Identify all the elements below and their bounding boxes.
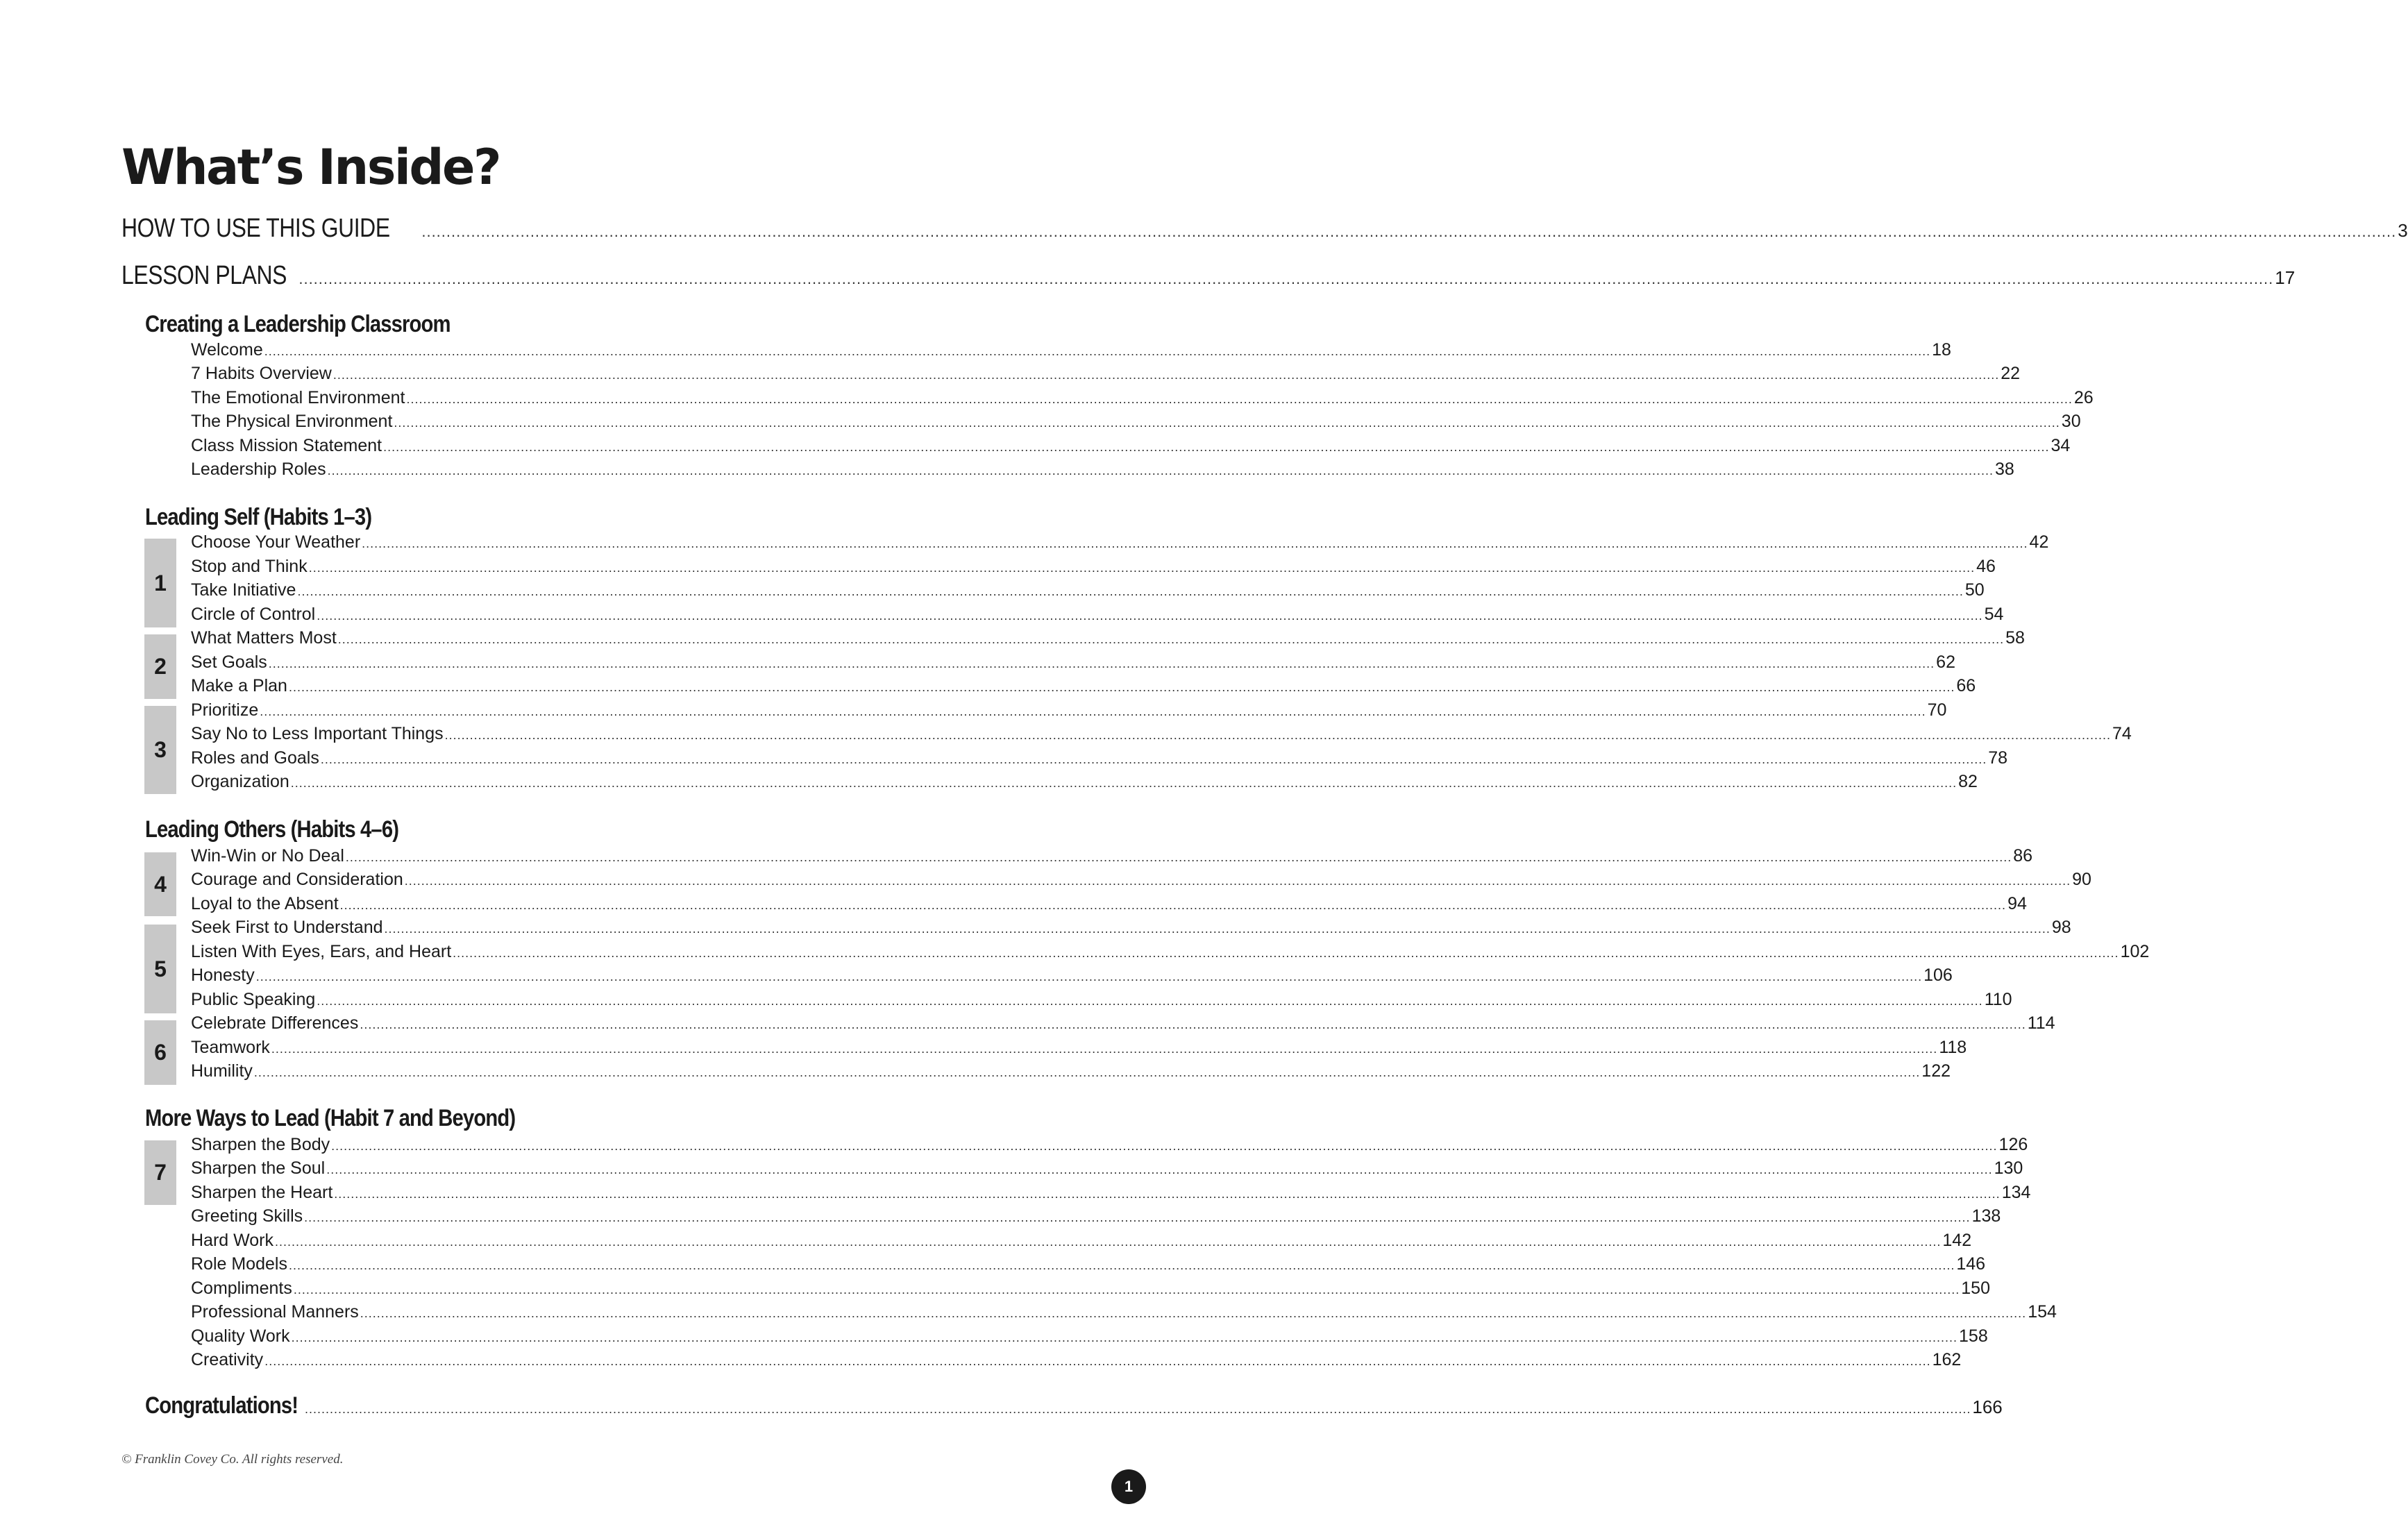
- entry-label: Welcome: [191, 340, 263, 360]
- toc-entry[interactable]: [191, 388, 2094, 413]
- section-heading: Leading Others (Habits 4–6): [145, 816, 399, 843]
- entry-label: Circle of Control: [191, 605, 316, 624]
- entry-label: Sharpen the Heart: [191, 1183, 333, 1202]
- leader-dots: ................................................................................................................................................................................................................................................................................................................................................................................................................: [332, 368, 2000, 382]
- entry-page: 42: [2029, 532, 2049, 552]
- leader-dots: ................................................................................................................................................................................................................................................................................................................................................................................................................: [406, 392, 2073, 406]
- entry-label: Roles and Goals: [191, 748, 319, 768]
- toc-entry[interactable]: [191, 605, 2004, 630]
- toc-entry[interactable]: [191, 676, 1976, 701]
- entry-page: 18: [1932, 340, 1951, 360]
- entry-page: 134: [2001, 1183, 2031, 1202]
- entry-label: Quality Work: [191, 1326, 290, 1346]
- habit-number-block: 1: [144, 539, 176, 627]
- entry-label: Loyal to the Absent: [191, 894, 339, 913]
- leader-dots: ................................................................................................................................................................................................................................................................................................................................................................................................................: [275, 1235, 1942, 1249]
- entry-page: 166: [1972, 1397, 2003, 1417]
- entry-page: 22: [2001, 364, 2021, 383]
- toc-major-entry[interactable]: [121, 261, 2296, 296]
- entry-label: Class Mission Statement: [191, 436, 382, 455]
- habit-number-block: 7: [144, 1140, 176, 1205]
- toc-entry[interactable]: [191, 894, 2027, 919]
- leader-dots: ................................................................................................................................................................................................................................................................................................................................................................................................................: [360, 1306, 2027, 1320]
- copyright-notice: © Franklin Covey Co. All rights reserved.: [121, 1452, 344, 1467]
- entry-label: Take Initiative: [191, 580, 296, 600]
- leader-dots: ................................................................................................................................................................................................................................................................................................................................................................................................................: [317, 994, 1983, 1008]
- entry-label: LESSON PLANS: [121, 261, 287, 290]
- toc-entry[interactable]: [191, 1135, 2028, 1160]
- toc-entry[interactable]: [191, 412, 2081, 437]
- toc-entry[interactable]: [191, 1038, 1967, 1063]
- entry-label: HOW TO USE THIS GUIDE: [121, 214, 390, 243]
- leader-dots: ................................................................................................................................................................................................................................................................................................................................................................................................................: [271, 1042, 1938, 1056]
- entry-page: 90: [2072, 870, 2091, 889]
- toc-entry[interactable]: [191, 652, 1955, 677]
- entry-label: Leadership Roles: [191, 459, 326, 479]
- entry-label: Honesty: [191, 965, 255, 985]
- entry-page: 58: [2005, 628, 2025, 648]
- toc-entry[interactable]: [191, 557, 1996, 582]
- leader-dots: ................................................................................................................................................................................................................................................................................................................................................................................................................: [304, 1210, 1971, 1224]
- entry-page: 158: [1959, 1326, 1988, 1346]
- entry-page: 54: [1984, 605, 2004, 624]
- toc-entry[interactable]: [191, 1231, 1972, 1256]
- leader-dots: ................................................................................................................................................................................................................................................................................................................................................................................................................: [444, 728, 2112, 742]
- entry-label: Stop and Think: [191, 557, 308, 576]
- page-title: What’s Inside?: [121, 139, 500, 196]
- leader-dots: ................................................................................................................................................................................................................................................................................................................................................................................................................: [362, 537, 2028, 550]
- toc-entry[interactable]: [191, 990, 2012, 1015]
- entry-label: Celebrate Differences: [191, 1013, 359, 1033]
- toc-entry[interactable]: [191, 1206, 2001, 1231]
- toc-entry[interactable]: [191, 340, 1951, 365]
- leader-dots: ................................................................................................................................................................................................................................................................................................................................................................................................................: [384, 922, 2051, 936]
- entry-page: 50: [1964, 580, 1985, 600]
- entry-page: 126: [1998, 1135, 2028, 1154]
- leader-dots: ................................................................................................................................................................................................................................................................................................................................................................................................................: [288, 1258, 1955, 1272]
- section-heading: Leading Self (Habits 1–3): [145, 504, 372, 530]
- toc-entry[interactable]: [191, 918, 2071, 943]
- toc-entry[interactable]: [191, 1302, 2057, 1327]
- entry-label: Make a Plan: [191, 676, 287, 695]
- entry-page: 162: [1932, 1350, 1962, 1369]
- entry-page: 26: [2073, 388, 2094, 407]
- entry-label: Prioritize: [191, 700, 259, 720]
- leader-dots: ................................................................................................................................................................................................................................................................................................................................................................................................................: [260, 705, 1926, 718]
- entry-label: Creativity: [191, 1350, 264, 1369]
- leader-dots: ................................................................................................................................................................................................................................................................................................................................................................................................................: [293, 1283, 1960, 1297]
- entry-label: Set Goals: [191, 652, 267, 672]
- leader-dots: ................................................................................................................................................................................................................................................................................................................................................................................................................: [421, 223, 2397, 240]
- page-number-badge: 1: [1111, 1469, 1146, 1504]
- entry-page: 106: [1923, 965, 1953, 985]
- habit-number-block: 4: [144, 852, 176, 916]
- leader-dots: ................................................................................................................................................................................................................................................................................................................................................................................................................: [360, 1018, 2026, 1031]
- entry-page: 142: [1942, 1231, 1972, 1250]
- toc-entry[interactable]: [191, 628, 2025, 653]
- toc-entry[interactable]: [191, 700, 1947, 725]
- entry-label: Listen With Eyes, Ears, and Heart: [191, 942, 452, 961]
- entry-label: Public Speaking: [191, 990, 316, 1009]
- leader-dots: ................................................................................................................................................................................................................................................................................................................................................................................................................: [297, 584, 1964, 598]
- leader-dots: ................................................................................................................................................................................................................................................................................................................................................................................................................: [383, 440, 2050, 454]
- entry-page: 74: [2112, 724, 2132, 743]
- entry-page: 114: [2027, 1013, 2055, 1033]
- entry-label: Seek First to Understand: [191, 918, 383, 937]
- toc-page: [121, 0, 2408, 1527]
- entry-label: The Emotional Environment: [191, 388, 405, 407]
- leader-dots: ................................................................................................................................................................................................................................................................................................................................................................................................................: [404, 874, 2071, 888]
- toc-entry[interactable]: [191, 846, 2033, 871]
- section-heading: More Ways to Lead (Habit 7 and Beyond): [145, 1105, 516, 1131]
- toc-entry[interactable]: [191, 1279, 1990, 1304]
- entry-label: Role Models: [191, 1254, 287, 1274]
- toc-entry[interactable]: [191, 724, 2132, 749]
- leader-dots: ................................................................................................................................................................................................................................................................................................................................................................................................................: [304, 1402, 1971, 1416]
- entry-label: Courage and Consideration: [191, 870, 403, 889]
- toc-entry[interactable]: [191, 580, 1985, 605]
- toc-entry[interactable]: [191, 364, 2021, 389]
- toc-entry[interactable]: [191, 532, 2049, 557]
- toc-entry[interactable]: [191, 965, 1953, 990]
- leader-dots: ................................................................................................................................................................................................................................................................................................................................................................................................................: [317, 609, 1983, 623]
- section-heading: Creating a Leadership Classroom: [145, 311, 451, 337]
- entry-page: 94: [2007, 894, 2027, 913]
- entry-page: 3: [2398, 220, 2408, 241]
- toc-entry[interactable]: [191, 870, 2091, 895]
- toc-entry[interactable]: [191, 748, 2008, 773]
- entry-page: 46: [1976, 557, 1996, 576]
- leader-dots: ................................................................................................................................................................................................................................................................................................................................................................................................................: [326, 1163, 1993, 1176]
- entry-page: 70: [1927, 700, 1947, 720]
- leader-dots: ................................................................................................................................................................................................................................................................................................................................................................................................................: [320, 752, 1987, 766]
- leader-dots: ................................................................................................................................................................................................................................................................................................................................................................................................................: [337, 632, 2005, 646]
- leader-dots: ................................................................................................................................................................................................................................................................................................................................................................................................................: [264, 1354, 1931, 1368]
- toc-entry[interactable]: [191, 1254, 1986, 1279]
- entry-page: 82: [1958, 772, 1978, 791]
- entry-label: Compliments: [191, 1279, 292, 1298]
- entry-page: 122: [1921, 1061, 1951, 1081]
- entry-label: 7 Habits Overview: [191, 364, 332, 383]
- leader-dots: ................................................................................................................................................................................................................................................................................................................................................................................................................: [327, 464, 1994, 478]
- entry-page: 110: [1984, 990, 2012, 1009]
- entry-page: 34: [2051, 436, 2071, 455]
- leader-dots: ................................................................................................................................................................................................................................................................................................................................................................................................................: [255, 970, 1923, 984]
- entry-page: 66: [1956, 676, 1976, 695]
- entry-page: 62: [1936, 652, 1955, 672]
- toc-entry[interactable]: [191, 772, 1978, 797]
- entry-page: 154: [2028, 1302, 2057, 1322]
- entry-label: What Matters Most: [191, 628, 337, 648]
- leader-dots: ................................................................................................................................................................................................................................................................................................................................................................................................................: [268, 657, 1935, 670]
- habit-number-block: 6: [144, 1020, 176, 1085]
- leader-dots: ................................................................................................................................................................................................................................................................................................................................................................................................................: [264, 344, 1931, 358]
- entry-page: 78: [1988, 748, 2008, 768]
- leader-dots: ................................................................................................................................................................................................................................................................................................................................................................................................................: [291, 1331, 1958, 1344]
- toc-entry[interactable]: [191, 1061, 1951, 1086]
- entry-label: Organization: [191, 772, 289, 791]
- leader-dots: ................................................................................................................................................................................................................................................................................................................................................................................................................: [334, 1187, 2001, 1201]
- leader-dots: ................................................................................................................................................................................................................................................................................................................................................................................................................: [290, 776, 1957, 790]
- leader-dots: ................................................................................................................................................................................................................................................................................................................................................................................................................: [288, 680, 1955, 694]
- toc-major-entry[interactable]: [121, 214, 2408, 248]
- toc-entry[interactable]: [191, 436, 2071, 461]
- entry-page: 102: [2120, 942, 2150, 961]
- toc-entry[interactable]: [191, 942, 2150, 967]
- entry-page: 17: [2275, 267, 2296, 288]
- leader-dots: ................................................................................................................................................................................................................................................................................................................................................................................................................: [298, 270, 2274, 287]
- entry-page: 130: [1994, 1158, 2023, 1178]
- entry-label: Congratulations!: [145, 1392, 298, 1419]
- toc-entry[interactable]: [191, 1350, 1962, 1375]
- leader-dots: ................................................................................................................................................................................................................................................................................................................................................................................................................: [453, 946, 2119, 960]
- entry-label: Teamwork: [191, 1038, 270, 1057]
- leader-dots: ................................................................................................................................................................................................................................................................................................................................................................................................................: [394, 416, 2060, 430]
- entry-page: 118: [1939, 1038, 1967, 1057]
- toc-entry[interactable]: [191, 1013, 2055, 1038]
- entry-page: 150: [1961, 1279, 1990, 1298]
- toc-entry[interactable]: [191, 1326, 1988, 1351]
- habit-number-block: 5: [144, 925, 176, 1013]
- entry-page: 86: [2013, 846, 2033, 866]
- entry-page: 30: [2061, 412, 2081, 431]
- entry-label: The Physical Environment: [191, 412, 393, 431]
- entry-label: Sharpen the Body: [191, 1135, 330, 1154]
- entry-label: Professional Manners: [191, 1302, 359, 1322]
- entry-page: 146: [1956, 1254, 1986, 1274]
- leader-dots: ................................................................................................................................................................................................................................................................................................................................................................................................................: [331, 1139, 1998, 1153]
- habit-number-block: 2: [144, 634, 176, 699]
- toc-entry[interactable]: [191, 1158, 2023, 1183]
- leader-dots: ................................................................................................................................................................................................................................................................................................................................................................................................................: [345, 850, 2012, 864]
- toc-final-entry[interactable]: [145, 1392, 2003, 1423]
- leader-dots: ................................................................................................................................................................................................................................................................................................................................................................................................................: [308, 561, 1976, 575]
- toc-entry[interactable]: [191, 1183, 2031, 1208]
- entry-page: 138: [1971, 1206, 2001, 1226]
- entry-label: Say No to Less Important Things: [191, 724, 444, 743]
- entry-label: Choose Your Weather: [191, 532, 361, 552]
- habit-number-block: 3: [144, 706, 176, 794]
- entry-label: Win-Win or No Deal: [191, 846, 344, 866]
- leader-dots: ................................................................................................................................................................................................................................................................................................................................................................................................................: [253, 1065, 1921, 1079]
- entry-label: Greeting Skills: [191, 1206, 303, 1226]
- entry-label: Sharpen the Soul: [191, 1158, 326, 1178]
- entry-page: 98: [2051, 918, 2071, 937]
- entry-label: Humility: [191, 1061, 253, 1081]
- leader-dots: ................................................................................................................................................................................................................................................................................................................................................................................................................: [339, 898, 2007, 912]
- entry-page: 38: [1994, 459, 2014, 479]
- toc-entry[interactable]: [191, 459, 2014, 484]
- entry-label: Hard Work: [191, 1231, 274, 1250]
